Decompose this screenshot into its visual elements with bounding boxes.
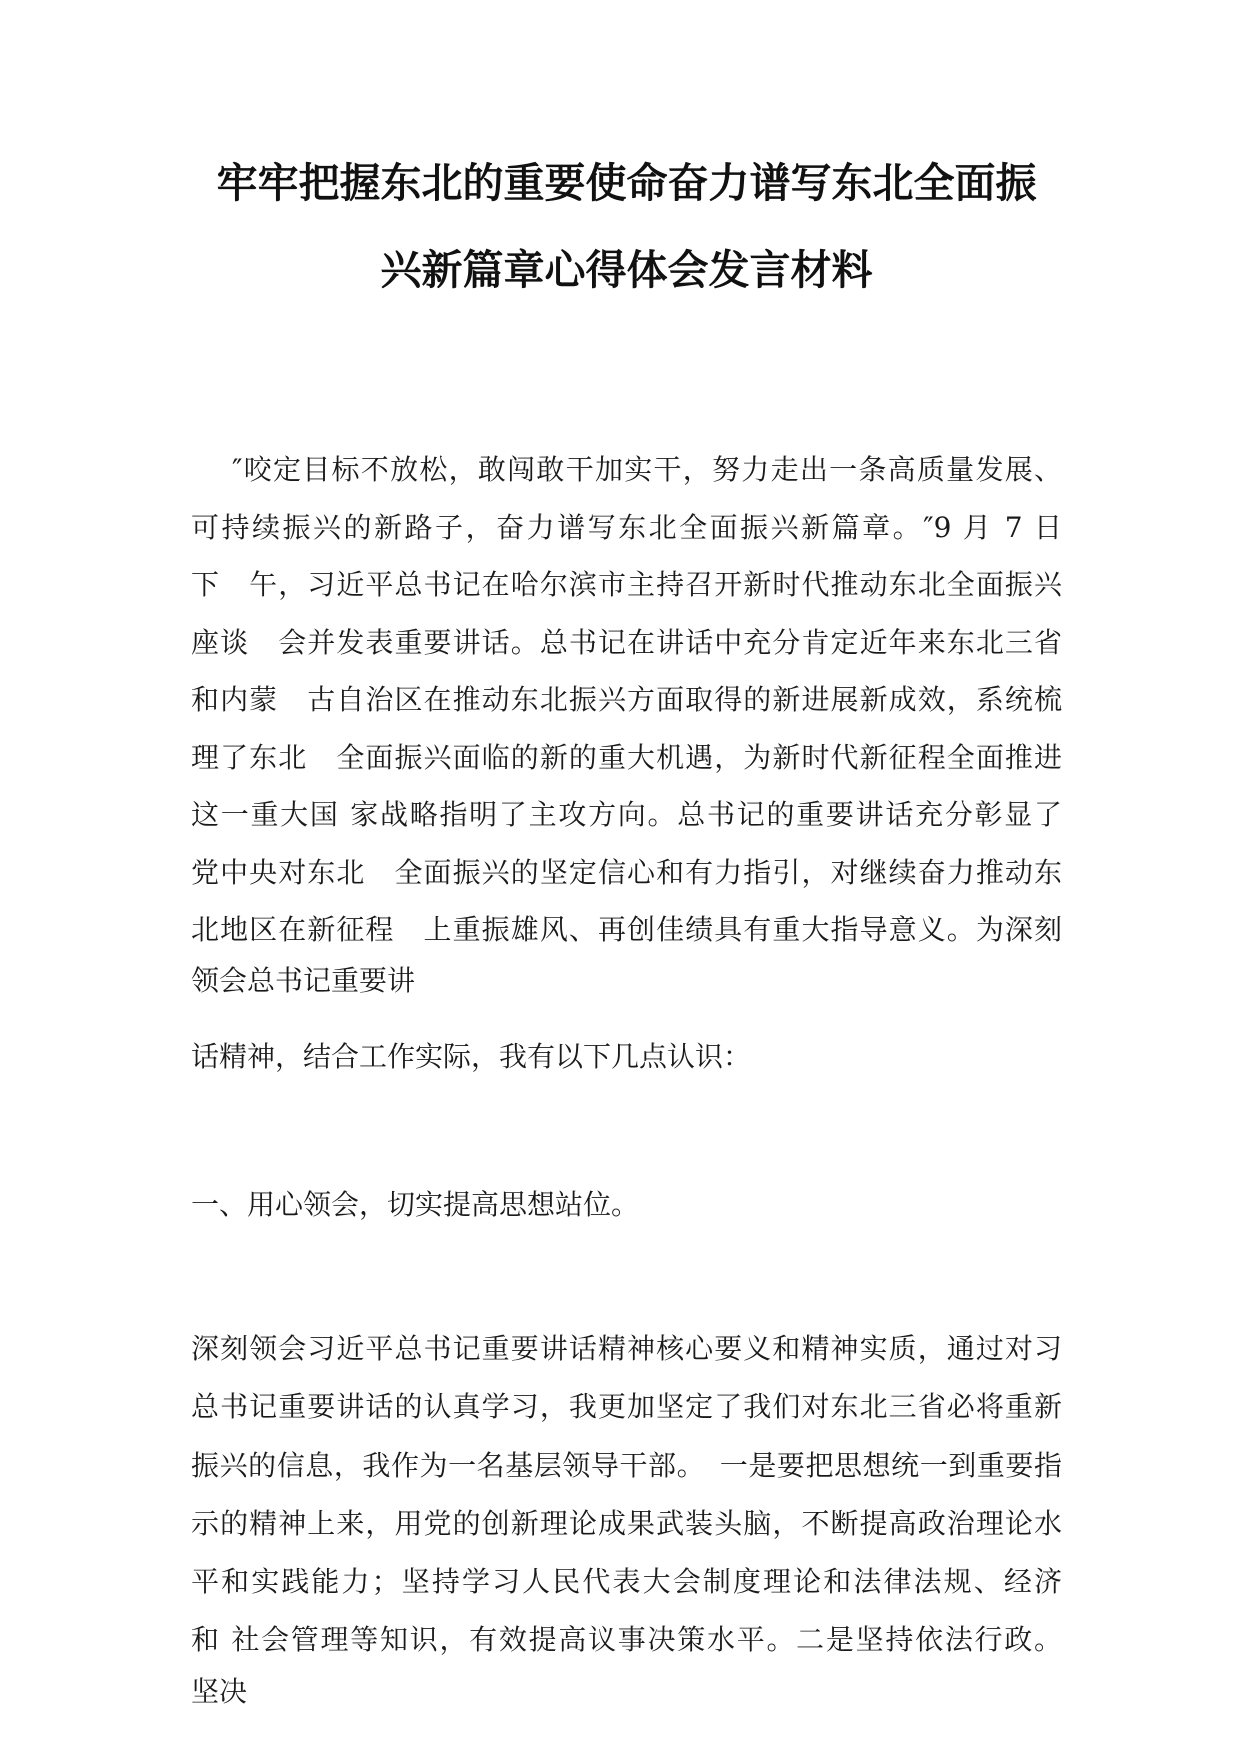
paragraph-line: 坚决 (191, 1675, 248, 1708)
paragraph-line: 和 社会管理等知识，有效提高议事决策水平。二是坚持依法行政。 (191, 1623, 1062, 1656)
paragraph-line: 可持续振兴的新路子，奋力谱写东北全面振兴新篇章。″9 月 7 日 (191, 511, 1062, 544)
paragraph-line: 振兴的信息，我作为一名基层领导干部。 一是要把思想统一到重要指 (191, 1449, 1062, 1482)
paragraph-line: 领会总书记重要讲 (191, 964, 416, 997)
paragraph-line: 党中央对东北 全面振兴的坚定信心和有力指引，对继续奋力推动东 (191, 856, 1062, 889)
paragraph-line: 平和实践能力；坚持学习人民代表大会制度理论和法律法规、经济 (191, 1565, 1062, 1598)
paragraph-line: 这一重大国 家战略指明了主攻方向。总书记的重要讲话充分彰显了 (191, 798, 1062, 831)
paragraph-line: 深刻领会习近平总书记重要讲话精神核心要义和精神实质，通过对习 (191, 1332, 1062, 1365)
paragraph-line: 座谈 会并发表重要讲话。总书记在讲话中充分肯定近年来东北三省 (191, 626, 1062, 659)
paragraph-line: 理了东北 全面振兴面临的新的重大机遇，为新时代新征程全面推进 (191, 741, 1062, 774)
section-heading: 一、用心领会，切实提高思想站位。 (191, 1188, 640, 1221)
paragraph-line: ″咬定目标不放松，敢闯敢干加实干，努力走出一条高质量发展、 (232, 453, 1062, 486)
title-line-2: 兴新篇章心得体会发言材料 (380, 246, 873, 294)
paragraph-line: 下 午，习近平总书记在哈尔滨市主持召开新时代推动东北全面振兴 (191, 568, 1062, 601)
paragraph-line: 和内蒙 古自治区在推动东北振兴方面取得的新进展新成效，系统梳 (191, 683, 1062, 716)
title-line-1: 牢牢把握东北的重要使命奋力谱写东北全面振 (216, 159, 1037, 207)
paragraph-line: 北地区在新征程 上重振雄风、再创佳绩具有重大指导意义。为深刻 (191, 913, 1062, 946)
paragraph-line: 总书记重要讲话的认真学习，我更加坚定了我们对东北三省必将重新 (191, 1390, 1062, 1423)
paragraph-line: 话精神，结合工作实际，我有以下几点认识： (191, 1040, 752, 1073)
paragraph-line: 示的精神上来，用党的创新理论成果武装头脑，不断提高政治理论水 (191, 1507, 1062, 1540)
